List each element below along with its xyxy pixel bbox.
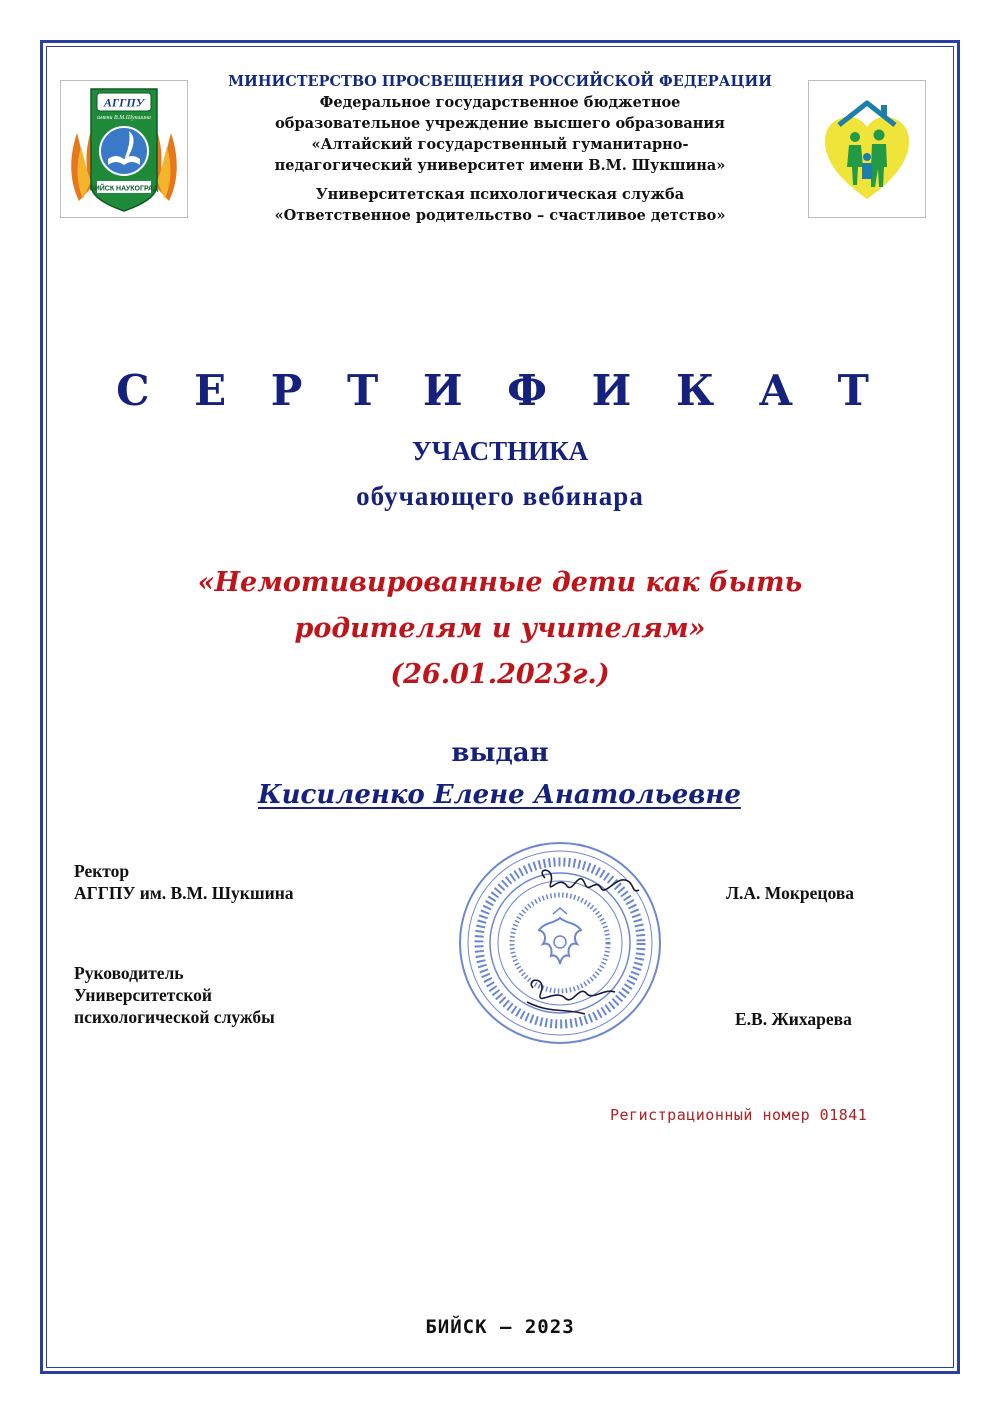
head-title-line: Университетской: [74, 985, 213, 1005]
rector-title: [74, 860, 294, 904]
issued-label: выдан: [451, 738, 549, 768]
logo-bottom-text: БИЙСК НАУКОГРАД: [89, 185, 159, 193]
recipient-name: Кисиленко Елене Анатольевне: [258, 780, 741, 810]
rector-title-line: Ректор: [74, 861, 130, 881]
service-line: Университетская психологическая служба: [315, 186, 685, 203]
webinar-topic-line: «Немотивированные дети как быть: [197, 567, 803, 598]
institution-line: педагогический университет имени В.М. Шукшина»: [274, 157, 726, 174]
institution-line: «Алтайский государственный гуманитарно-: [311, 136, 689, 153]
psychological-service-logo: [808, 80, 926, 218]
service-head-name: Е.В. Жихарева: [735, 1009, 852, 1029]
institution-line: Федеральное государственное бюджетное: [319, 94, 681, 111]
head-title-line: Руководитель: [74, 963, 184, 983]
webinar-topic-line: родителям и учителям»: [294, 613, 706, 644]
service-head-title: [74, 962, 275, 1028]
institution-line: образовательное учреждение высшего образования: [275, 115, 725, 132]
official-seal: [455, 838, 665, 1048]
webinar-date: (26.01.2023г.): [390, 659, 610, 690]
university-logo: [60, 80, 188, 218]
webinar-label: обучающего вебинара: [356, 481, 644, 511]
rector-name: Л.А. Мокрецова: [726, 883, 855, 903]
certificate-header: [200, 72, 800, 226]
family-heart-icon: [809, 81, 925, 217]
official-seal-icon: [455, 838, 665, 1048]
head-title-line: психологической службы: [74, 1007, 275, 1027]
registration-number: Регистрационный номер 01841: [610, 1106, 868, 1124]
logo-top-text: АГГПУ: [103, 95, 145, 110]
logo-sub-text: имени В.М.Шукшина: [97, 115, 151, 121]
rector-title-line: АГГПУ им. В.М. Шукшина: [74, 883, 294, 903]
certificate-inner-frame: [46, 46, 954, 1368]
university-emblem-icon: [61, 81, 187, 217]
certificate-title: С Е Р Т И Ф И К А Т: [116, 366, 884, 415]
service-line: «Ответственное родительство – счастливое детство»: [274, 207, 726, 224]
ministry-name: МИНИСТЕРСТВО ПРОСВЕЩЕНИЯ РОССИЙСКОЙ ФЕДЕРАЦИИ: [228, 73, 772, 90]
city-year: БИЙСК – 2023: [425, 1316, 575, 1338]
certificate-subtitle: УЧАСТНИКА: [411, 436, 589, 466]
